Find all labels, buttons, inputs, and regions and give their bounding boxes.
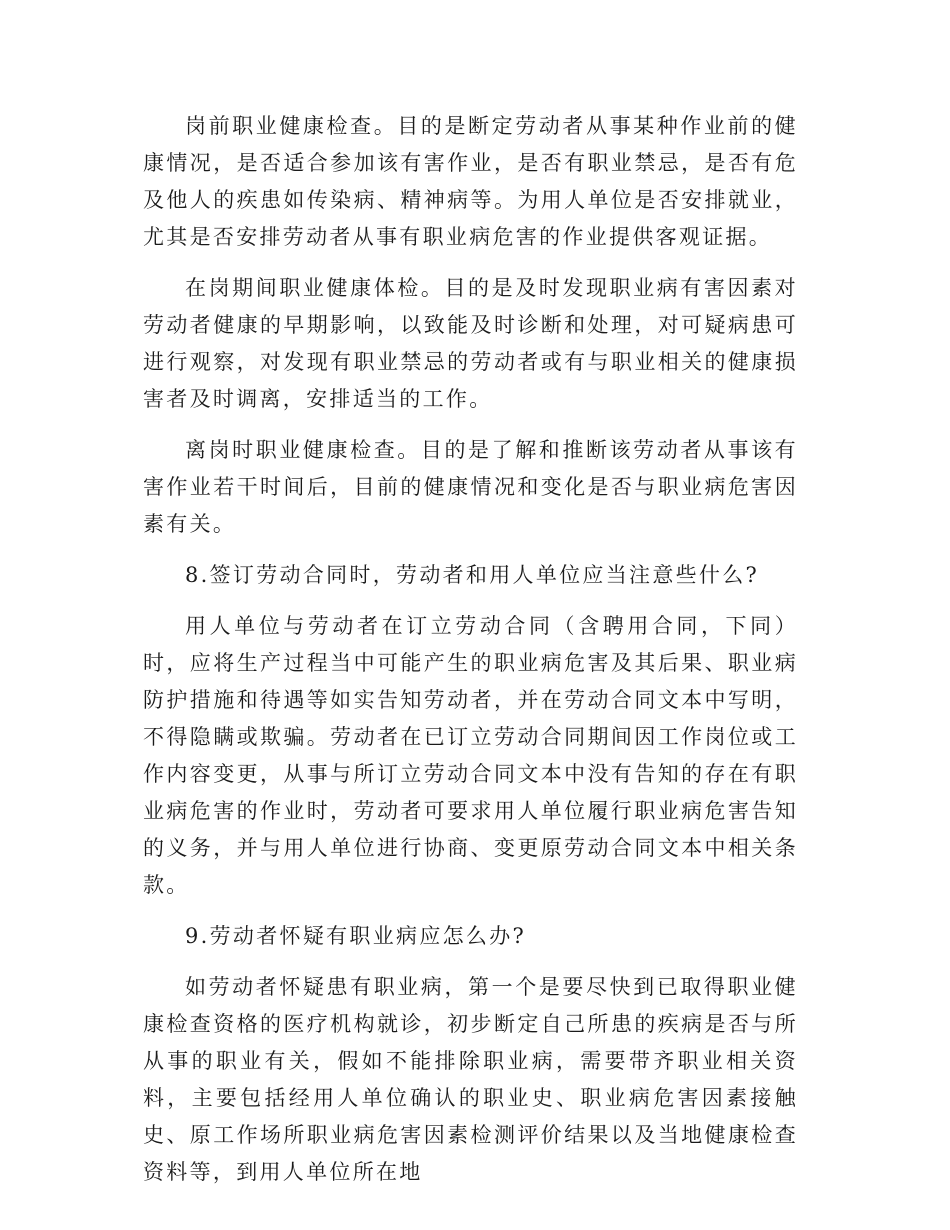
document-body	[143, 108, 798, 1205]
paragraph-departure-exam: 离岗时职业健康检查。目的是了解和推断该劳动者从事该有害作业若干时间后，目前的健康情况和变化是否与职业病危害因素有关。	[143, 438, 798, 536]
question-heading-9: 9.劳动者怀疑有职业病应怎么办?	[185, 924, 527, 948]
paragraph-on-duty-exam: 在岗期间职业健康体检。目的是及时发现职业病有害因素对劳动者健康的早期影响，以致能及时诊断和处理，对可疑病患可进行观察，对发现有职业禁忌的劳动者或有与职业相关的健康损害者及时调离，安排适当的工作。	[143, 276, 798, 411]
paragraph-pre-employment-exam: 岗前职业健康检查。目的是断定劳动者从事某种作业前的健康情况，是否适合参加该有害作业，是否有职业禁忌，是否有危及他人的疾患如传染病、精神病等。为用人单位是否安排就业，尤其是否安排劳动者从事有职业病危害的作业提供客观证据。	[143, 114, 798, 249]
paragraph-labor-contract: 用人单位与劳动者在订立劳动合同（含聘用合同，下同）时，应将生产过程当中可能产生的职业病危害及其后果、职业病防护措施和待遇等如实告知劳动者，并在劳动合同文本中写明，不得隐瞒或欺骗。劳动者在已订立劳动合同期间因工作岗位或工作内容变更，从事与所订立劳动合同文本中没有告知的存在有职业病危害的作业时，劳动者可要求用人单位履行职业病危害告知的义务，并与用人单位进行协商、变更原劳动合同文本中相关条款。	[143, 614, 798, 897]
question-heading-8: 8.签订劳动合同时，劳动者和用人单位应当注意些什么?	[185, 563, 760, 587]
paragraph-suspected-disease: 如劳动者怀疑患有职业病，第一个是要尽快到已取得职业健康检查资格的医疗机构就诊，初步断定自己所患的疾病是否与所从事的职业有关，假如不能排除职业病，需要带齐职业相关资料，主要包括经用人单位确认的职业史、职业病危害因素接触史、原工作场所职业病危害因素检测评价结果以及当地健康检查资料等，到用人单位所在地	[143, 975, 798, 1184]
